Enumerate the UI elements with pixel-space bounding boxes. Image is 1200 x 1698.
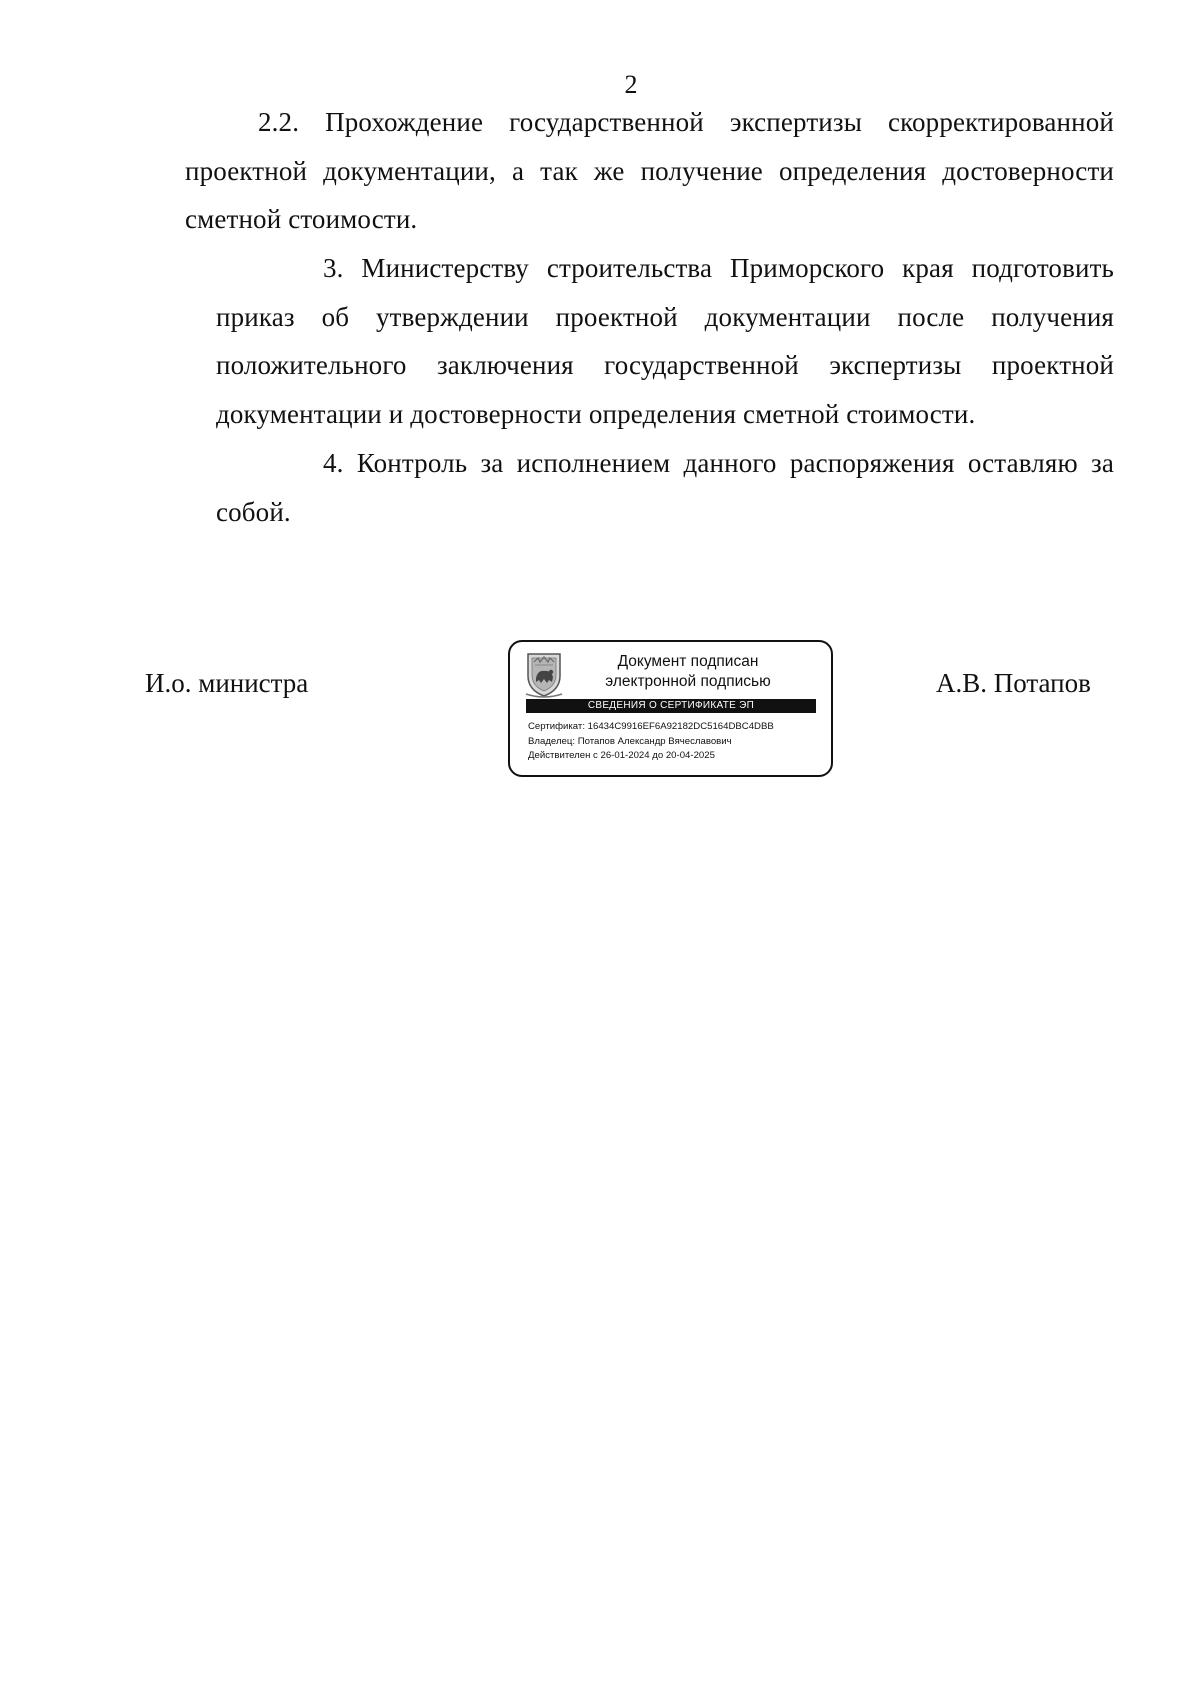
certificate-details [528, 720, 823, 764]
certificate-number: Сертификат: 16434C9916EF6A92182DC5164DBC4DBB [528, 721, 774, 732]
stamp-title-line-1: Документ подписан [617, 653, 759, 670]
paragraph-3: 3. Министерству строительства Приморского края подготовить приказ об утверждении проектной документации после получения положительного заключения государственной экспертизы проектной документации и достоверности определения сметной стоимости. [216, 253, 1114, 429]
coat-of-arms-icon [524, 648, 564, 698]
stamp-title [568, 652, 808, 692]
certificate-owner: Владелец: Потапов Александр Вячеславович [528, 735, 732, 747]
certificate-details-header: СВЕДЕНИЯ О СЕРТИФИКАТЕ ЭП [526, 699, 816, 713]
page-number: 2 [624, 70, 638, 99]
signatory-name: А.В. Потапов [936, 668, 1091, 698]
paragraph-4: 4. Контроль за исполнением данного распоряжения оставляю за собой. [216, 448, 1114, 527]
stamp-title-line-2: электронной подписью [605, 673, 771, 690]
certificate-validity: Действителен с 26-01-2024 до 20-04-2025 [528, 750, 715, 761]
signatory-role: И.о. министра [145, 668, 309, 698]
paragraph-2-2: 2.2. Прохождение государственной экспертизы скорректированной проектной документации, а так же получение определения достоверности сметной стоимости. [185, 107, 1114, 234]
electronic-signature-stamp [508, 640, 833, 777]
